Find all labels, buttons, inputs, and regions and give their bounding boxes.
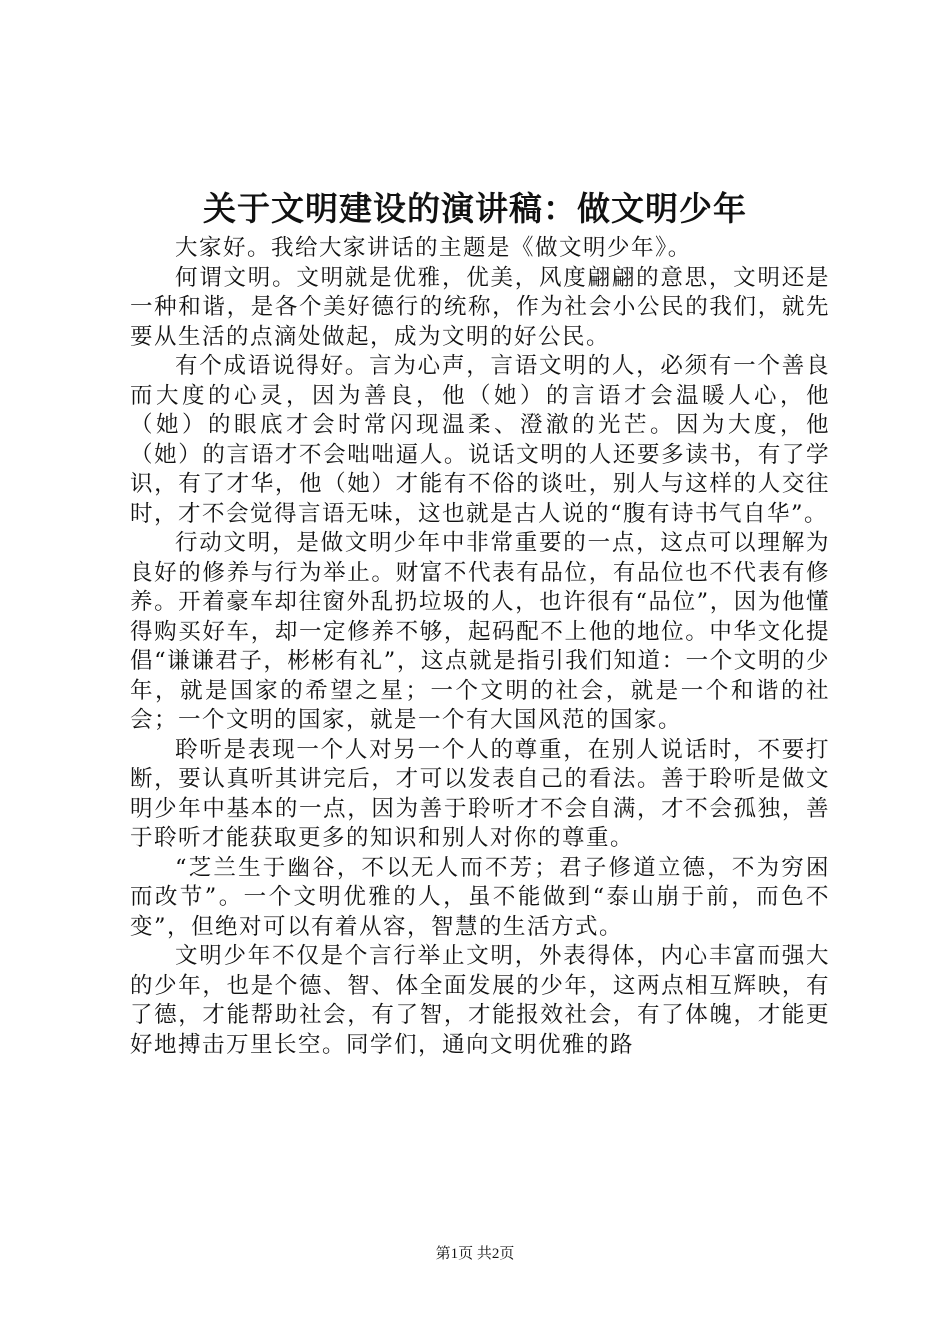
paragraph: 有个成语说得好。言为心声，言语文明的人，必须有一个善良而大度的心灵，因为善良，他（她）的言语才会温暖人心，他（她）的眼底才会时常闪现温柔、澄澈的光芒。因为大度，他（她）的言语才不会咄咄逼人。说话文明的人还要多读书，有了学识，有了才华，他（她）才能有不俗的谈吐，别人与这样的人交往时，才不会觉得言语无味，这也就是古人说的“腹有诗书气自华”。 <box>130 353 830 527</box>
page-number-footer: 第1页 共2页 <box>435 1246 515 1262</box>
paragraph: 文明少年不仅是个言行举止文明，外表得体，内心丰富而强大的少年，也是个德、智、体全面发展的少年，这两点相互辉映，有了德，才能帮助社会，有了智，才能报效社会，有了体魄，才能更好地搏击万里长空。同学们，通向文明优雅的路 <box>130 943 830 1058</box>
paragraph: 行动文明，是做文明少年中非常重要的一点，这点可以理解为良好的修养与行为举止。财富不代表有品位，有品位也不代表有修养。开着豪车却往窗外乱扔垃圾的人，也许很有“品位”，因为他懂得购买好车，却一定修养不够，起码配不上他的地位。中华文化提倡“谦谦君子，彬彬有礼”，这点就是指引我们知道：一个文明的少年，就是国家的希望之星；一个文明的社会，就是一个和谐的社会；一个文明的国家，就是一个有大国风范的国家。 <box>130 530 830 733</box>
document-title: 关于文明建设的演讲稿：做文明少年 <box>203 189 747 228</box>
paragraph: “芝兰生于幽谷，不以无人而不芳；君子修道立德，不为穷困而改节”。一个文明优雅的人，虽不能做到“泰山崩于前，而色不变”，但绝对可以有着从容，智慧的生活方式。 <box>130 854 830 940</box>
paragraph: 聆听是表现一个人对另一个人的尊重，在别人说话时，不要打断，要认真听其讲完后，才可以发表自己的看法。善于聆听是做文明少年中基本的一点，因为善于聆听才不会自满，才不会孤独，善于聆听才能获取更多的知识和别人对你的尊重。 <box>130 736 830 851</box>
document-body <box>130 234 830 1060</box>
paragraph: 何谓文明。文明就是优雅，优美，风度翩翩的意思，文明还是一种和谐，是各个美好德行的统称，作为社会小公民的我们，就先要从生活的点滴处做起，成为文明的好公民。 <box>130 264 830 350</box>
paragraph: 大家好。我给大家讲话的主题是《做文明少年》。 <box>175 235 692 261</box>
